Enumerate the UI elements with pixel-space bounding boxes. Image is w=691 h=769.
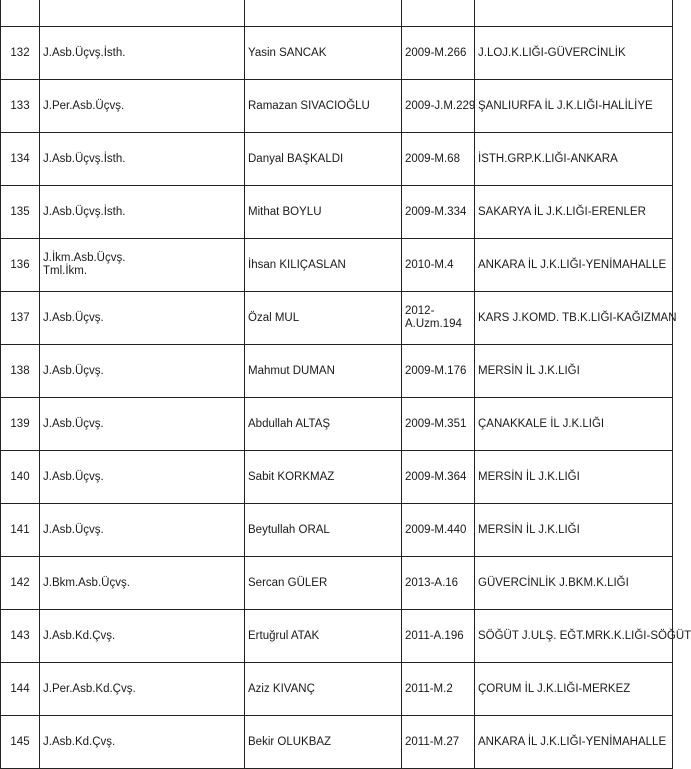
name-cell: Özal MUL (245, 292, 402, 345)
table-row (1, 239, 673, 292)
rank-cell: J.Asb.Üçvş. (40, 292, 245, 345)
table-row (1, 557, 673, 610)
rank-cell: J.Asb.Üçvş. (40, 345, 245, 398)
sicil-cell: 2009-M.176 (402, 345, 475, 398)
table-row (1, 133, 673, 186)
row-number: 141 (1, 504, 40, 557)
rank-cell: J.Asb.Üçvş. (40, 451, 245, 504)
unit-cell: MERSİN İL J.K.LIĞI (475, 504, 673, 557)
sicil-cell: 2011-M.27 (402, 716, 475, 769)
name-cell: Mahmut DUMAN (245, 345, 402, 398)
row-number: 132 (1, 27, 40, 80)
name-cell: Sercan GÜLER (245, 557, 402, 610)
table-row (1, 80, 673, 133)
rank-cell: J.Asb.Üçvş. (40, 504, 245, 557)
table-row (1, 186, 673, 239)
sicil-cell-line: 2012- (405, 305, 435, 317)
table-row (1, 610, 673, 663)
table-row (1, 292, 673, 345)
row-number: 144 (1, 663, 40, 716)
row-number: 138 (1, 345, 40, 398)
name-cell: İhsan KILIÇASLAN (245, 239, 402, 292)
sicil-cell: 2009-M.351 (402, 398, 475, 451)
sicil-cell: 2009-M.68 (402, 133, 475, 186)
sicil-cell-line: A.Uzm.194 (405, 318, 462, 330)
rank-cell: J.Bkm.Asb.Üçvş. (40, 557, 245, 610)
rank-cell: J.Asb.Kd.Çvş. (40, 610, 245, 663)
unit-cell: SÖĞÜT J.ULŞ. EĞT.MRK.K.LIĞI-SÖĞÜT (475, 610, 673, 663)
table-row (1, 345, 673, 398)
name-cell: Danyal BAŞKALDI (245, 133, 402, 186)
table-row-edge (1, 0, 673, 27)
sicil-cell: 2009-J.M.229 (402, 80, 475, 133)
unit-cell: MERSİN İL J.K.LIĞI (475, 451, 673, 504)
unit-cell: ANKARA İL J.K.LIĞI-YENİMAHALLE (475, 716, 673, 769)
table-row (1, 451, 673, 504)
rank-cell (40, 239, 245, 292)
sicil-cell: 2009-M.440 (402, 504, 475, 557)
row-number: 139 (1, 398, 40, 451)
table-row (1, 716, 673, 769)
sicil-cell: 2009-M.334 (402, 186, 475, 239)
row-number: 145 (1, 716, 40, 769)
unit-cell: J.LOJ.K.LIĞI-GÜVERCİNLİK (475, 27, 673, 80)
row-number: 135 (1, 186, 40, 239)
sicil-cell: 2009-M.364 (402, 451, 475, 504)
row-number: 143 (1, 610, 40, 663)
row-number: 140 (1, 451, 40, 504)
table-row (1, 398, 673, 451)
row-number: 137 (1, 292, 40, 345)
name-cell: Mithat BOYLU (245, 186, 402, 239)
sicil-cell: 2009-M.266 (402, 27, 475, 80)
row-number: 133 (1, 80, 40, 133)
rank-cell: J.Asb.Kd.Çvş. (40, 716, 245, 769)
row-number: 136 (1, 239, 40, 292)
row-number: 142 (1, 557, 40, 610)
sicil-cell: 2011-M.2 (402, 663, 475, 716)
unit-cell: ÇANAKKALE İL J.K.LIĞI (475, 398, 673, 451)
rank-cell: J.Asb.Üçvş.İsth. (40, 27, 245, 80)
unit-cell: ŞANLIURFA İL J.K.LIĞI-HALİLİYE (475, 80, 673, 133)
rank-cell: J.Per.Asb.Kd.Çvş. (40, 663, 245, 716)
name-cell: Yasin SANCAK (245, 27, 402, 80)
table-row (1, 27, 673, 80)
sicil-cell (402, 292, 475, 345)
sicil-cell: 2010-M.4 (402, 239, 475, 292)
table-row (1, 504, 673, 557)
unit-cell: MERSİN İL J.K.LIĞI (475, 345, 673, 398)
name-cell: Ertuğrul ATAK (245, 610, 402, 663)
rank-cell: J.Asb.Üçvş.İsth. (40, 133, 245, 186)
unit-cell: KARS J.KOMD. TB.K.LIĞI-KAĞIZMAN (475, 292, 673, 345)
name-cell: Abdullah ALTAŞ (245, 398, 402, 451)
unit-cell: SAKARYA İL J.K.LIĞI-ERENLER (475, 186, 673, 239)
unit-cell: ÇORUM İL J.K.LIĞI-MERKEZ (475, 663, 673, 716)
name-cell: Ramazan SIVACIOĞLU (245, 80, 402, 133)
unit-cell: İSTH.GRP.K.LIĞI-ANKARA (475, 133, 673, 186)
sicil-cell: 2013-A.16 (402, 557, 475, 610)
rank-cell-line: J.İkm.Asb.Üçvş. (43, 252, 126, 264)
rank-cell: J.Asb.Üçvş.İsth. (40, 186, 245, 239)
rank-cell: J.Asb.Üçvş. (40, 398, 245, 451)
rank-cell-line: Tml.İkm. (43, 265, 88, 277)
name-cell: Bekir OLUKBAZ (245, 716, 402, 769)
table-row (1, 663, 673, 716)
name-cell: Aziz KIVANÇ (245, 663, 402, 716)
rank-cell: J.Per.Asb.Üçvş. (40, 80, 245, 133)
table-body (1, 0, 691, 769)
row-number: 134 (1, 133, 40, 186)
sicil-cell: 2011-A.196 (402, 610, 475, 663)
unit-cell: ANKARA İL J.K.LIĞI-YENİMAHALLE (475, 239, 673, 292)
name-cell: Sabit KORKMAZ (245, 451, 402, 504)
name-cell: Beytullah ORAL (245, 504, 402, 557)
unit-cell: GÜVERCİNLİK J.BKM.K.LIĞI (475, 557, 673, 610)
